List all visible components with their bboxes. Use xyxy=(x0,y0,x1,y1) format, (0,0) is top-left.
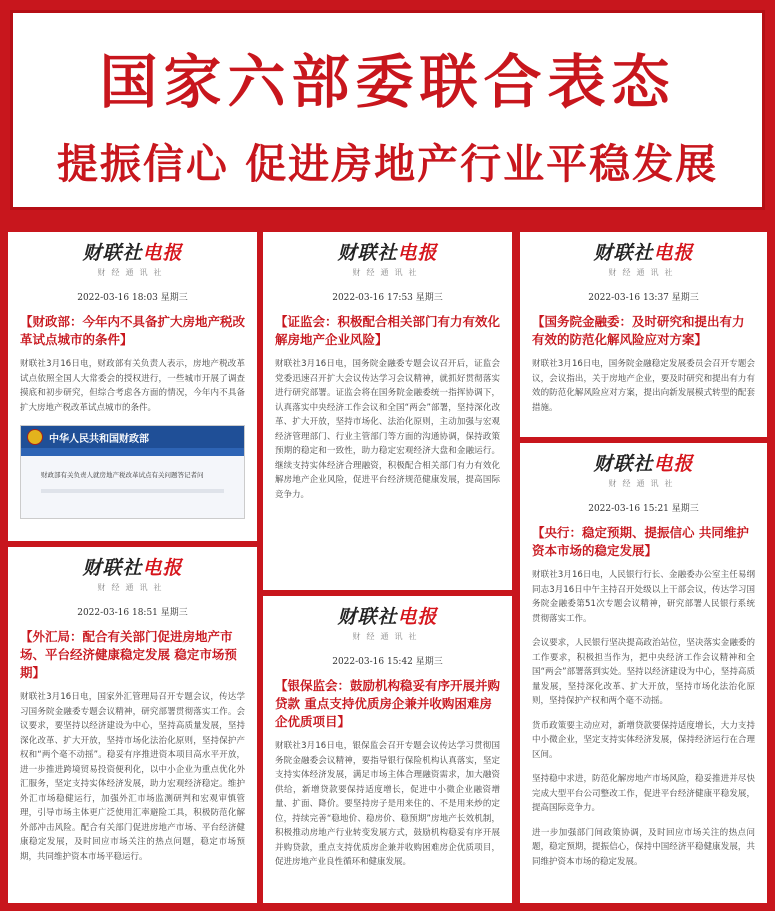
news-date: 2022-03-16 18:51 星期三 xyxy=(77,608,188,618)
news-date: 2022-03-16 13:37 星期三 xyxy=(588,293,699,303)
news-card-pboc xyxy=(520,443,767,903)
banner xyxy=(10,10,765,210)
news-body: 财联社3月16日电，国务院金融稳定发展委员会召开专题会议，会议指出，关于房地产企业，要及时研究和提出有力有效的防范化解风险应对方案，提出向新发展模式转型的配套措施。 xyxy=(532,359,755,413)
news-headline: 【外汇局：配合有关部门促进房地产市场、平台经济健康稳定发展 稳定市场预期】 xyxy=(20,629,237,680)
banner-subtitle: 提振信心 促进房地产行业平稳发展 xyxy=(56,140,719,188)
news-date: 2022-03-16 15:21 星期三 xyxy=(588,504,699,514)
news-date: 2022-03-16 17:53 星期三 xyxy=(332,293,443,303)
brand-logo: 财联社电报 xyxy=(337,242,438,264)
news-card-safe xyxy=(8,547,257,903)
news-headline: 【证监会：积极配合相关部门有力有效化解房地产企业风险】 xyxy=(275,314,501,347)
news-card-mof xyxy=(8,232,257,541)
news-date: 2022-03-16 18:03 星期三 xyxy=(77,293,188,303)
news-body: 财联社3月16日电，银保监会召开专题会议传达学习贯彻国务院金融委会议精神，要指导银行保险机构认真落实，坚定支持实体经济发展，满足市场主体合理融资需求，加大融资供给，新增贷款要保持适度增长，促进中小微企业融资增量、扩面、降价。要坚持房子是用来住的、不是用来炒的定位，持续完善“稳地价、稳房价、稳预期”房地产长效机制，积极推动房地产行业转变发展方式，鼓励机构稳妥有序开展并购贷款，重点支持优质房企兼并收购困难房企优质项目，促进房地产业良性循环和健康发展。 xyxy=(275,741,500,867)
brand-subtitle: 财经通讯社 xyxy=(352,632,423,641)
news-body: 财联社3月16日电，国务院金融委专题会议召开后，证监会党委迅速召开扩大会议传达学习会议精神，就抓好贯彻落实进行研究部署。证监会将在国务院金融委统一指挥协调下，认真落实中央经济工作会议和全国“两会”部署，坚持深化改革、扩大开放，坚持市场化、法治化原则，主动加强与宏观经济管理部门、行业主管部门等方面的沟通协调，保持政策预期的稳定和一致性，助力稳定宏观经济大盘和金融运行。继续支持实体经济合理融资，积极配合相关部门有力有效化解房地产企业风险，促进平台经济规范健康发展，提高国际竞争力。 xyxy=(275,359,500,500)
news-card-cbirc xyxy=(263,596,512,903)
brand-subtitle: 财经通讯社 xyxy=(608,479,679,488)
news-headline: 【财政部：今年内不具备扩大房地产税改革试点城市的条件】 xyxy=(20,314,246,347)
brand-logo: 财联社电报 xyxy=(82,242,183,264)
news-headline: 【国务院金融委：及时研究和提出有力有效的防范化解风险应对方案】 xyxy=(532,314,745,347)
news-headline: 【央行：稳定预期、提振信心 共同维护资本市场的稳定发展】 xyxy=(532,525,749,558)
brand-logo: 财联社电报 xyxy=(593,242,694,264)
brand-logo: 财联社电报 xyxy=(337,606,438,628)
brand-subtitle: 财经通讯社 xyxy=(608,268,679,277)
national-emblem-icon xyxy=(27,429,43,445)
brand-subtitle: 财经通讯社 xyxy=(97,583,168,592)
brand-logo: 财联社电报 xyxy=(593,453,694,475)
news-card-csrc xyxy=(263,232,512,590)
brand-subtitle: 财经通讯社 xyxy=(352,268,423,277)
news-headline: 【银保监会：鼓励机构稳妥有序开展并购贷款 重点支持优质房企兼并收购困难房企优质项目】 xyxy=(275,678,501,729)
news-card-fsdc xyxy=(520,232,767,437)
gov-site-name: 中华人民共和国财政部 xyxy=(49,433,149,445)
brand-subtitle: 财经通讯社 xyxy=(97,268,168,277)
news-body: 财联社3月16日电，国家外汇管理局召开专题会议，传达学习国务院金融委专题会议精神，研究部署贯彻落实工作。会议要求，要坚持以经济建设为中心，坚持高质量发展，坚持深化改革、扩大开放，坚持市场化法治化原则，坚持保护产权和“两个毫不动摇”。稳妥有序推进资本项目高水平开放，进一步推进跨境贸易投资便利化，以中小企业为重点优化外汇服务，坚定支持实体经济发展，助力宏观经济稳定。维护外汇市场稳健运行，加强外汇市场监测研判和宏观审慎管理，引导市场主体更广泛使用汇率避险工具，积极防范化解外部冲击风险。配合有关部门促进房地产市场、平台经济健康稳定发展，及时回应市场关注的热点问题，稳定市场预期，共同维护资本市场平稳运行。 xyxy=(20,692,245,862)
news-body: 财联社3月16日电，财政部有关负责人表示，房地产税改革试点依照全国人大常委会的授权进行，一些城市开展了调查摸底和初步研究，但综合考虑各方面的情况，今年内不具备扩大房地产税改革试点城市的条件。 xyxy=(20,359,245,413)
news-body: 财联社3月16日电，人民银行行长、金融委办公室主任易纲同志3月16日中午主持召开处级以上干部会议，传达学习国务院金融委第51次专题会议精神，研究部署人民银行系统贯彻落实工作。 会议要求，人民银行坚决提高政治站位，坚决落实金融委的工作要求，积极担当作为，把中央经济工作会议精神和全国“两会”部署落到实处。坚持以经济建设为中心，坚持高质量发展，坚持深化改革、扩大开放，坚持市场化法治化原则，坚持保护产权和两个毫不动摇。 货币政策要主动应对，新增贷款要保持适度增长，大力支持中小微企业，坚定支持实体经济发展，保持经济运行在合理区间。 坚持稳中求进，防范化解房地产市场风险，稳妥推进并尽快完成大型平台公司整改工作，促进平台经济健康平稳发展，提高国际竞争力。 进一步加强部门间政策协调，及时回应市场关注的热点问题，稳定预期，提振信心，保持中国经济平稳健康发展，共同维护资本市场的稳定发展。 xyxy=(532,570,755,867)
gov-article-title: 财政部有关负责人就房地产税改革试点有关问题答记者问 xyxy=(41,471,204,479)
gov-website-screenshot xyxy=(20,425,245,519)
banner-title: 国家六部委联合表态 xyxy=(99,48,676,116)
news-date: 2022-03-16 15:42 星期三 xyxy=(332,657,443,667)
brand-logo: 财联社电报 xyxy=(82,557,183,579)
